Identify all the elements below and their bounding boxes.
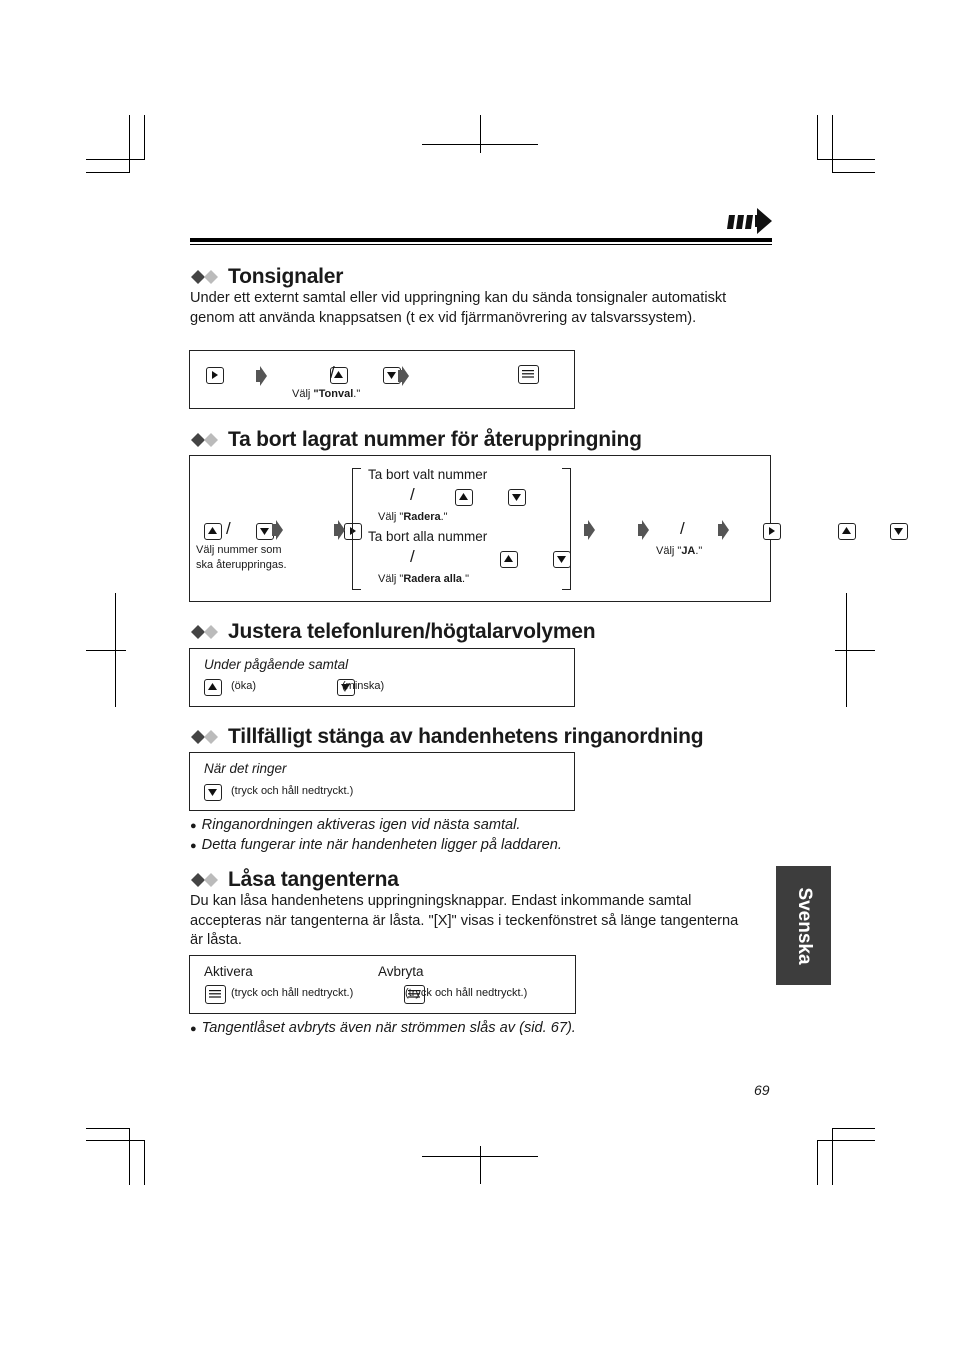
flow-arrow-icon [270,520,284,540]
ringer-condition: När det ringer [204,761,287,776]
activate-label: Aktivera [204,964,253,979]
up-key-icon [204,679,222,696]
option2-caption: Välj "Radera alla." [378,573,469,585]
ringer-bullet-1: ● Ringanordningen aktiveras igen vid nästa samtal. [190,817,521,833]
section-title-volym: Justera telefonluren/högtalarvolymen [190,620,595,644]
cancel-label: Avbryta [378,964,424,979]
header-rule [190,238,772,242]
flow-arrow-icon [332,520,346,540]
page-number: 69 [754,1082,770,1098]
menu-key-icon [518,365,539,384]
header-rule-thin [190,244,772,245]
diamond-icon [190,872,220,888]
slash: / [410,547,415,566]
option1-label: Ta bort valt nummer [368,467,488,482]
menu-key-icon [205,985,226,1004]
ringer-bullet-2: ● Detta fungerar inte när handenheten ligger på laddaren. [190,837,562,853]
right-bracket [562,468,571,590]
diamond-icon [190,432,220,448]
cancel-hint: (tryck och håll nedtryckt.) [405,987,528,999]
ta-bort-box [189,455,771,602]
up-key-icon [500,551,518,568]
lasa-box [189,955,576,1014]
section-title-lasa: Låsa tangenterna [190,868,399,892]
slash: / [330,363,335,382]
up-key-icon [204,523,222,540]
language-tab-label: Svenska [793,886,815,965]
slash: / [410,485,415,504]
down-label: (minska) [342,680,385,692]
activate-hint: (tryck och håll nedtryckt.) [231,987,354,999]
tonsignaler-box [189,350,575,409]
up-key-icon [838,523,856,540]
flow-arrow-icon [636,520,650,540]
down-key-icon [553,551,571,568]
continue-arrow-icon [727,207,773,235]
up-key-icon [455,489,473,506]
flow-arrow-icon [716,520,730,540]
down-key-icon [890,523,908,540]
volym-condition: Under pågående samtal [204,657,349,672]
diamond-icon [190,729,220,745]
section-title-ringer: Tillfälligt stänga av handenhetens ringanordning [190,725,703,749]
section-title-tonsignaler: Tonsignaler [190,265,343,289]
ringer-down-label: (tryck och håll nedtryckt.) [231,785,354,797]
play-key-icon [763,523,781,540]
flow-arrow-icon [396,366,410,386]
slash: / [680,519,685,538]
left-caption: Välj nummer som ska återuppringas. [196,544,287,571]
slash: / [226,519,231,538]
volym-box [189,648,575,707]
left-bracket [352,468,361,590]
flow-arrow-icon [254,366,268,386]
option2-label: Ta bort alla nummer [368,529,488,544]
ja-caption: Välj "JA." [656,545,703,557]
play-key-icon [206,367,224,384]
down-key-icon [508,489,526,506]
tonval-caption: Välj "Tonval." [292,388,361,400]
lasa-body: Du kan låsa handenhetens uppringningsknappar. Endast inkommande samtal accepteras när tangenterna är låsta. "[X]" visas i teckenfönstret så länge tangenterna är låsta. [190,893,739,948]
flow-arrow-icon [582,520,596,540]
ringer-box [189,752,575,811]
diamond-icon [190,624,220,640]
option1-caption: Välj "Radera." [378,511,448,523]
tonsignaler-body: Under ett externt samtal eller vid uppringning kan du sända tonsignaler automatiskt genom att använda knappsatsen (t ex vid fjärrmanövrering av talsvarssystem). [190,290,727,326]
lasa-bullet: ● Tangentlåset avbryts även när strömmen slås av (sid. 67). [190,1020,576,1036]
up-label: (öka) [231,680,257,692]
language-tab [776,866,831,985]
down-key-icon [204,784,222,801]
section-title-ta-bort: Ta bort lagrat nummer för återuppringning [190,428,642,452]
diamond-icon [190,269,220,285]
